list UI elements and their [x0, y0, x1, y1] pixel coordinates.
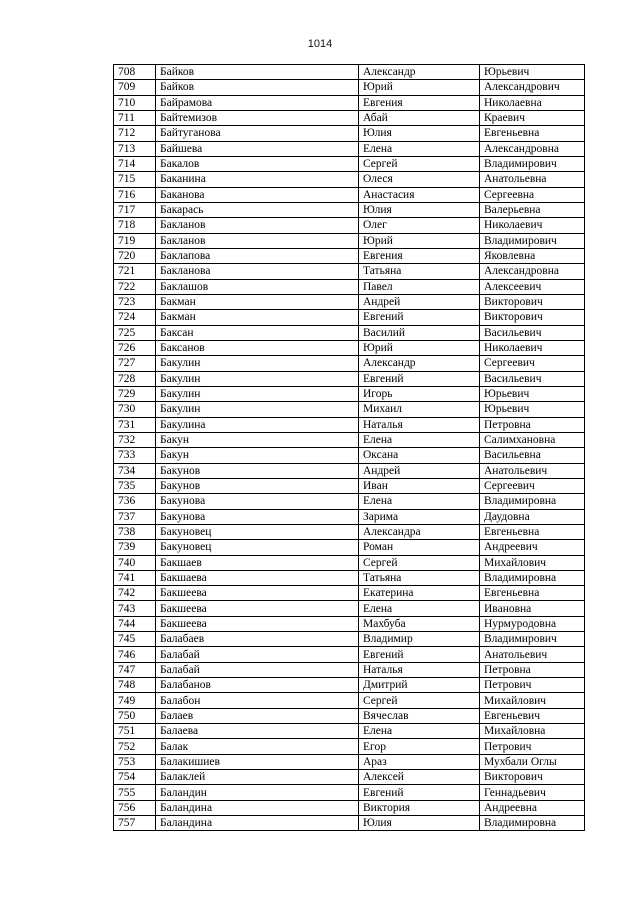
last-name-cell: Бакунова: [156, 509, 359, 524]
first-name-cell: Евгений: [359, 647, 480, 662]
last-name-cell: Байков: [156, 80, 359, 95]
row-number-cell: 727: [114, 356, 156, 371]
row-number-cell: 749: [114, 693, 156, 708]
last-name-cell: Балабанов: [156, 678, 359, 693]
first-name-cell: Иван: [359, 478, 480, 493]
first-name-cell: Дмитрий: [359, 678, 480, 693]
table-row: [114, 386, 585, 401]
row-number-cell: 757: [114, 816, 156, 831]
patronymic-cell: Владимирович: [480, 156, 585, 171]
row-number-cell: 751: [114, 724, 156, 739]
patronymic-cell: Николаевич: [480, 218, 585, 233]
patronymic-cell: Мухбали Оглы: [480, 754, 585, 769]
patronymic-cell: Сергеевна: [480, 187, 585, 202]
row-number-cell: 756: [114, 800, 156, 815]
last-name-cell: Байтемизов: [156, 110, 359, 125]
row-number-cell: 710: [114, 95, 156, 110]
first-name-cell: Махбуба: [359, 616, 480, 631]
patronymic-cell: Владимировна: [480, 816, 585, 831]
row-number-cell: 730: [114, 402, 156, 417]
last-name-cell: Бакун: [156, 432, 359, 447]
table-row: [114, 678, 585, 693]
first-name-cell: Василий: [359, 325, 480, 340]
row-number-cell: 754: [114, 770, 156, 785]
page-number: 1014: [307, 38, 333, 50]
table-row: [114, 248, 585, 263]
last-name-cell: Бакулин: [156, 402, 359, 417]
first-name-cell: Араз: [359, 754, 480, 769]
table-row: [114, 524, 585, 539]
last-name-cell: Бакунова: [156, 494, 359, 509]
first-name-cell: Роман: [359, 540, 480, 555]
row-number-cell: 723: [114, 294, 156, 309]
first-name-cell: Олег: [359, 218, 480, 233]
table-row: [114, 662, 585, 677]
row-number-cell: 732: [114, 432, 156, 447]
last-name-cell: Балаева: [156, 724, 359, 739]
row-number-cell: 713: [114, 141, 156, 156]
first-name-cell: Евгения: [359, 248, 480, 263]
last-name-cell: Бакунов: [156, 478, 359, 493]
table-row: [114, 110, 585, 125]
patronymic-cell: Евгеньевич: [480, 708, 585, 723]
last-name-cell: Баксанов: [156, 340, 359, 355]
last-name-cell: Бакун: [156, 448, 359, 463]
last-name-cell: Бакман: [156, 294, 359, 309]
patronymic-cell: Геннадьевич: [480, 785, 585, 800]
patronymic-cell: Михайловна: [480, 724, 585, 739]
first-name-cell: Егор: [359, 739, 480, 754]
last-name-cell: Бакулин: [156, 356, 359, 371]
last-name-cell: Бакулин: [156, 371, 359, 386]
row-number-cell: 746: [114, 647, 156, 662]
row-number-cell: 715: [114, 172, 156, 187]
row-number-cell: 728: [114, 371, 156, 386]
table-row: [114, 816, 585, 831]
first-name-cell: Юлия: [359, 202, 480, 217]
first-name-cell: Наталья: [359, 417, 480, 432]
patronymic-cell: Сергеевич: [480, 356, 585, 371]
first-name-cell: Андрей: [359, 294, 480, 309]
patronymic-cell: Валерьевна: [480, 202, 585, 217]
row-number-cell: 745: [114, 632, 156, 647]
last-name-cell: Баксан: [156, 325, 359, 340]
table-row: [114, 540, 585, 555]
patronymic-cell: Михайлович: [480, 693, 585, 708]
patronymic-cell: Анатольевна: [480, 172, 585, 187]
row-number-cell: 731: [114, 417, 156, 432]
first-name-cell: Зарима: [359, 509, 480, 524]
row-number-cell: 714: [114, 156, 156, 171]
first-name-cell: Евгений: [359, 785, 480, 800]
table-row: [114, 570, 585, 585]
table-row: [114, 555, 585, 570]
last-name-cell: Байков: [156, 65, 359, 80]
patronymic-cell: Петрович: [480, 739, 585, 754]
patronymic-cell: Сергеевич: [480, 478, 585, 493]
patronymic-cell: Петровна: [480, 662, 585, 677]
last-name-cell: Балабай: [156, 647, 359, 662]
row-number-cell: 718: [114, 218, 156, 233]
patronymic-cell: Петрович: [480, 678, 585, 693]
table-row: [114, 279, 585, 294]
first-name-cell: Евгения: [359, 95, 480, 110]
last-name-cell: Баклапова: [156, 248, 359, 263]
last-name-cell: Бакунов: [156, 463, 359, 478]
first-name-cell: Олеся: [359, 172, 480, 187]
row-number-cell: 738: [114, 524, 156, 539]
row-number-cell: 717: [114, 202, 156, 217]
patronymic-cell: Владимировна: [480, 570, 585, 585]
table-row: [114, 693, 585, 708]
last-name-cell: Бакулина: [156, 417, 359, 432]
table-row: [114, 586, 585, 601]
last-name-cell: Бакшеева: [156, 586, 359, 601]
table-row: [114, 187, 585, 202]
row-number-cell: 736: [114, 494, 156, 509]
first-name-cell: Виктория: [359, 800, 480, 815]
row-number-cell: 720: [114, 248, 156, 263]
last-name-cell: Бакшеева: [156, 601, 359, 616]
patronymic-cell: Андреевна: [480, 800, 585, 815]
patronymic-cell: Викторович: [480, 770, 585, 785]
table-row: [114, 601, 585, 616]
patronymic-cell: Юрьевич: [480, 402, 585, 417]
roster-body: [114, 65, 585, 831]
first-name-cell: Татьяна: [359, 570, 480, 585]
patronymic-cell: Александровна: [480, 264, 585, 279]
first-name-cell: Елена: [359, 141, 480, 156]
row-number-cell: 743: [114, 601, 156, 616]
first-name-cell: Юрий: [359, 233, 480, 248]
table-row: [114, 325, 585, 340]
last-name-cell: Баландин: [156, 785, 359, 800]
first-name-cell: Елена: [359, 494, 480, 509]
table-row: [114, 509, 585, 524]
row-number-cell: 750: [114, 708, 156, 723]
patronymic-cell: Васильевич: [480, 371, 585, 386]
patronymic-cell: Нурмуродовна: [480, 616, 585, 631]
first-name-cell: Татьяна: [359, 264, 480, 279]
table-row: [114, 785, 585, 800]
row-number-cell: 739: [114, 540, 156, 555]
last-name-cell: Баландина: [156, 800, 359, 815]
patronymic-cell: Юрьевич: [480, 65, 585, 80]
row-number-cell: 716: [114, 187, 156, 202]
table-row: [114, 417, 585, 432]
row-number-cell: 729: [114, 386, 156, 401]
first-name-cell: Елена: [359, 724, 480, 739]
table-row: [114, 356, 585, 371]
first-name-cell: Оксана: [359, 448, 480, 463]
last-name-cell: Балак: [156, 739, 359, 754]
table-row: [114, 432, 585, 447]
patronymic-cell: Юрьевич: [480, 386, 585, 401]
row-number-cell: 735: [114, 478, 156, 493]
last-name-cell: Бакланов: [156, 233, 359, 248]
last-name-cell: Бакуновец: [156, 540, 359, 555]
last-name-cell: Байшева: [156, 141, 359, 156]
first-name-cell: Наталья: [359, 662, 480, 677]
first-name-cell: Сергей: [359, 555, 480, 570]
patronymic-cell: Анатольевич: [480, 647, 585, 662]
patronymic-cell: Александровна: [480, 141, 585, 156]
last-name-cell: Бакуновец: [156, 524, 359, 539]
first-name-cell: Игорь: [359, 386, 480, 401]
row-number-cell: 724: [114, 310, 156, 325]
row-number-cell: 737: [114, 509, 156, 524]
roster-table: [113, 64, 585, 831]
first-name-cell: Андрей: [359, 463, 480, 478]
patronymic-cell: Васильевна: [480, 448, 585, 463]
row-number-cell: 741: [114, 570, 156, 585]
table-row: [114, 294, 585, 309]
last-name-cell: Баканина: [156, 172, 359, 187]
row-number-cell: 708: [114, 65, 156, 80]
table-row: [114, 202, 585, 217]
first-name-cell: Елена: [359, 601, 480, 616]
last-name-cell: Бакланова: [156, 264, 359, 279]
first-name-cell: Сергей: [359, 693, 480, 708]
table-row: [114, 95, 585, 110]
row-number-cell: 733: [114, 448, 156, 463]
patronymic-cell: Ивановна: [480, 601, 585, 616]
first-name-cell: Михаил: [359, 402, 480, 417]
last-name-cell: Бакшаева: [156, 570, 359, 585]
patronymic-cell: Петровна: [480, 417, 585, 432]
table-row: [114, 233, 585, 248]
first-name-cell: Юрий: [359, 340, 480, 355]
table-row: [114, 371, 585, 386]
row-number-cell: 722: [114, 279, 156, 294]
first-name-cell: Елена: [359, 432, 480, 447]
first-name-cell: Евгений: [359, 371, 480, 386]
table-row: [114, 80, 585, 95]
table-row: [114, 218, 585, 233]
table-row: [114, 65, 585, 80]
last-name-cell: Бакман: [156, 310, 359, 325]
table-row: [114, 156, 585, 171]
table-row: [114, 800, 585, 815]
table-row: [114, 172, 585, 187]
last-name-cell: Бакалов: [156, 156, 359, 171]
row-number-cell: 712: [114, 126, 156, 141]
patronymic-cell: Васильевич: [480, 325, 585, 340]
first-name-cell: Павел: [359, 279, 480, 294]
table-row: [114, 141, 585, 156]
table-row: [114, 632, 585, 647]
patronymic-cell: Евгеньевна: [480, 524, 585, 539]
last-name-cell: Балакишиев: [156, 754, 359, 769]
table-row: [114, 478, 585, 493]
first-name-cell: Вячеслав: [359, 708, 480, 723]
patronymic-cell: Викторович: [480, 294, 585, 309]
row-number-cell: 719: [114, 233, 156, 248]
last-name-cell: Балабай: [156, 662, 359, 677]
row-number-cell: 725: [114, 325, 156, 340]
table-row: [114, 647, 585, 662]
row-number-cell: 753: [114, 754, 156, 769]
table-row: [114, 770, 585, 785]
patronymic-cell: Владимировна: [480, 494, 585, 509]
first-name-cell: Юлия: [359, 126, 480, 141]
first-name-cell: Евгений: [359, 310, 480, 325]
first-name-cell: Анастасия: [359, 187, 480, 202]
last-name-cell: Балабон: [156, 693, 359, 708]
row-number-cell: 726: [114, 340, 156, 355]
row-number-cell: 721: [114, 264, 156, 279]
last-name-cell: Балаклей: [156, 770, 359, 785]
first-name-cell: Александр: [359, 356, 480, 371]
last-name-cell: Бакулин: [156, 386, 359, 401]
last-name-cell: Балаев: [156, 708, 359, 723]
table-row: [114, 616, 585, 631]
row-number-cell: 755: [114, 785, 156, 800]
table-row: [114, 754, 585, 769]
table-row: [114, 126, 585, 141]
table-row: [114, 724, 585, 739]
last-name-cell: Байрамова: [156, 95, 359, 110]
row-number-cell: 742: [114, 586, 156, 601]
patronymic-cell: Владимирович: [480, 632, 585, 647]
table-row: [114, 739, 585, 754]
first-name-cell: Юрий: [359, 80, 480, 95]
patronymic-cell: Викторович: [480, 310, 585, 325]
patronymic-cell: Даудовна: [480, 509, 585, 524]
patronymic-cell: Александрович: [480, 80, 585, 95]
table-row: [114, 448, 585, 463]
table-row: [114, 402, 585, 417]
last-name-cell: Байтуганова: [156, 126, 359, 141]
last-name-cell: Бакарась: [156, 202, 359, 217]
last-name-cell: Баклашов: [156, 279, 359, 294]
table-row: [114, 310, 585, 325]
table-row: [114, 463, 585, 478]
row-number-cell: 740: [114, 555, 156, 570]
patronymic-cell: Салимхановна: [480, 432, 585, 447]
table-row: [114, 264, 585, 279]
first-name-cell: Абай: [359, 110, 480, 125]
last-name-cell: Бакшеева: [156, 616, 359, 631]
row-number-cell: 709: [114, 80, 156, 95]
last-name-cell: Баландина: [156, 816, 359, 831]
last-name-cell: Баканова: [156, 187, 359, 202]
patronymic-cell: Евгеньевна: [480, 126, 585, 141]
first-name-cell: Юлия: [359, 816, 480, 831]
patronymic-cell: Владимирович: [480, 233, 585, 248]
patronymic-cell: Николаевич: [480, 340, 585, 355]
patronymic-cell: Николаевна: [480, 95, 585, 110]
last-name-cell: Бакшаев: [156, 555, 359, 570]
row-number-cell: 747: [114, 662, 156, 677]
last-name-cell: Бакланов: [156, 218, 359, 233]
patronymic-cell: Евгеньевна: [480, 586, 585, 601]
row-number-cell: 744: [114, 616, 156, 631]
first-name-cell: Владимир: [359, 632, 480, 647]
first-name-cell: Александр: [359, 65, 480, 80]
row-number-cell: 748: [114, 678, 156, 693]
row-number-cell: 711: [114, 110, 156, 125]
first-name-cell: Алексей: [359, 770, 480, 785]
patronymic-cell: Краевич: [480, 110, 585, 125]
patronymic-cell: Михайлович: [480, 555, 585, 570]
table-row: [114, 494, 585, 509]
patronymic-cell: Анатольевич: [480, 463, 585, 478]
table-row: [114, 708, 585, 723]
first-name-cell: Екатерина: [359, 586, 480, 601]
table-row: [114, 340, 585, 355]
row-number-cell: 752: [114, 739, 156, 754]
patronymic-cell: Андреевич: [480, 540, 585, 555]
patronymic-cell: Яковлевна: [480, 248, 585, 263]
first-name-cell: Александра: [359, 524, 480, 539]
last-name-cell: Балабаев: [156, 632, 359, 647]
row-number-cell: 734: [114, 463, 156, 478]
first-name-cell: Сергей: [359, 156, 480, 171]
patronymic-cell: Алексеевич: [480, 279, 585, 294]
